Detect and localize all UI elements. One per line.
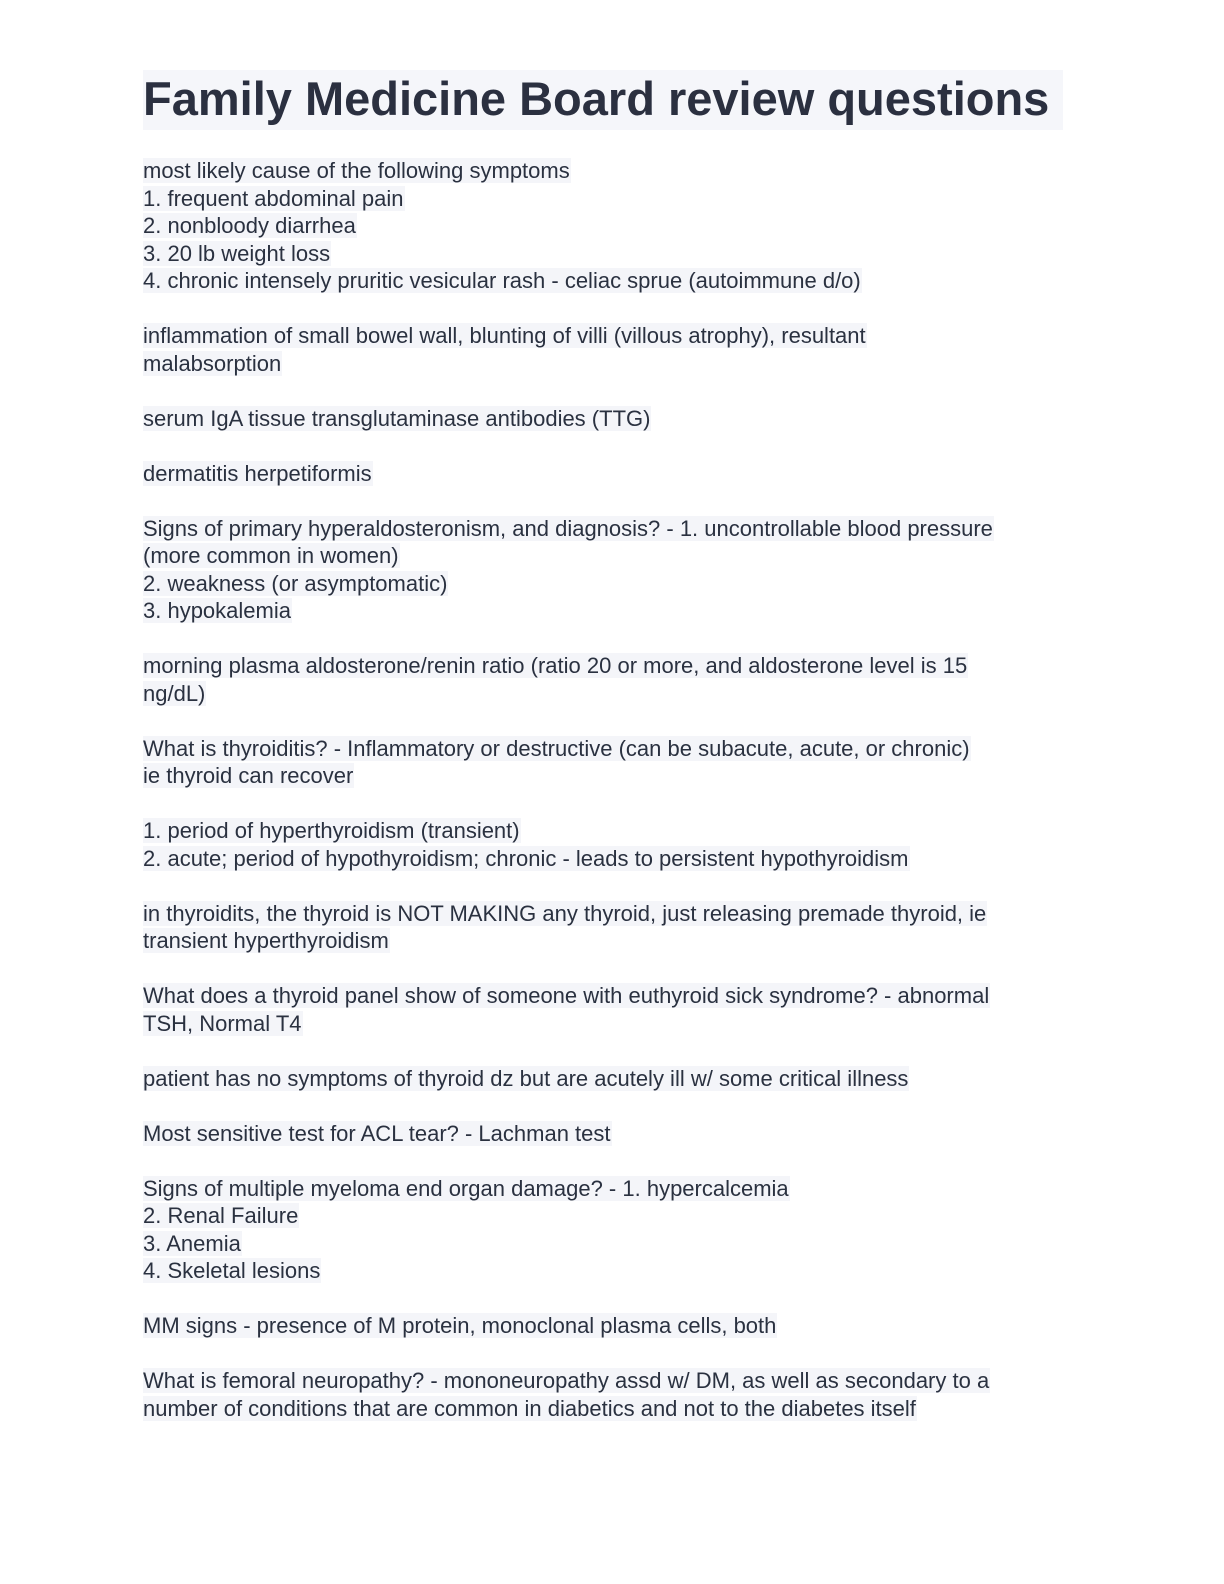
text-line-content: 3. Anemia [143,1230,241,1256]
text-line-content: 4. Skeletal lesions [143,1258,321,1283]
text-line-content: ng/dL) [143,680,206,706]
text-block [143,1312,1083,1340]
text-block [143,1175,1083,1285]
text-line [143,267,1083,295]
text-line [143,762,1083,790]
text-block [143,515,1083,625]
text-line [143,1367,1083,1395]
text-line [143,680,1083,708]
text-line [143,982,1083,1010]
text-line-content: 2. nonbloody diarrhea [143,213,356,238]
text-line-content: 2. Renal Failure [143,1203,299,1228]
text-line-content: TSH, Normal T4 [143,1010,302,1036]
text-line [143,1120,1083,1148]
text-line [143,350,1083,378]
document-page [143,70,1083,1450]
text-block [143,460,1083,488]
text-line-content: most likely cause of the following symptoms [143,158,570,183]
text-line [143,1175,1083,1203]
text-line-content: What does a thyroid panel show of someone with euthyroid sick syndrome? - abnormal [143,983,990,1008]
text-line-content: MM signs - presence of M protein, monoclonal plasma cells, both [143,1313,777,1338]
text-line [143,735,1083,763]
text-line [143,597,1083,625]
text-line [143,1395,1083,1423]
text-line-content: 3. hypokalemia [143,598,291,623]
text-line-content: in thyroidits, the thyroid is NOT MAKING any thyroid, just releasing premade thyroid, ie [143,900,987,926]
text-line [143,927,1083,955]
text-block [143,322,1083,377]
text-block [143,817,1083,872]
text-line-content: (more common in women) [143,543,399,568]
text-line-content: inflammation of small bowel wall, blunting of villi (villous atrophy), resultant [143,323,866,348]
text-line [143,322,1083,350]
text-line-content: 1. period of hyperthyroidism (transient) [143,818,520,843]
text-line-content: What is thyroiditis? - Inflammatory or destructive (can be subacute, acute, or chronic) [143,735,970,761]
text-line [143,185,1083,213]
text-line [143,817,1083,845]
document-title: Family Medicine Board review questions [143,70,1063,130]
text-line-content: number of conditions that are common in diabetics and not to the diabetes itself [143,1395,916,1421]
text-line [143,405,1083,433]
text-line [143,240,1083,268]
text-line [143,542,1083,570]
text-line-content: ie thyroid can recover [143,763,354,788]
text-line [143,212,1083,240]
text-block [143,900,1083,955]
text-line-content: 4. chronic intensely pruritic vesicular rash - celiac sprue (autoimmune d/o) [143,268,861,293]
text-line [143,845,1083,873]
text-line-content: malabsorption [143,350,282,376]
text-line [143,157,1083,185]
text-line [143,1065,1083,1093]
text-line [143,1257,1083,1285]
text-line [143,900,1083,928]
text-line [143,1202,1083,1230]
text-line [143,1010,1083,1038]
text-line-content: 1. frequent abdominal pain [143,185,404,211]
text-line-content: morning plasma aldosterone/renin ratio (ratio 20 or more, and aldosterone level is 15 [143,653,968,678]
text-line-content: serum IgA tissue transglutaminase antibodies (TTG) [143,405,651,431]
text-block [143,735,1083,790]
text-line [143,1230,1083,1258]
text-line-content: Signs of multiple myeloma end organ damage? - 1. hypercalcemia [143,1175,789,1201]
text-line-content: 2. weakness (or asymptomatic) [143,570,448,596]
text-line-content: transient hyperthyroidism [143,928,389,953]
text-line-content: 3. 20 lb weight loss [143,240,331,266]
text-line [143,1312,1083,1340]
document-body [143,157,1083,1422]
text-block [143,982,1083,1037]
text-line-content: patient has no symptoms of thyroid dz but are acutely ill w/ some critical illness [143,1065,909,1091]
text-block [143,652,1083,707]
text-line-content: What is femoral neuropathy? - mononeuropathy assd w/ DM, as well as secondary to a [143,1368,990,1393]
text-line-content: Most sensitive test for ACL tear? - Lachman test [143,1120,611,1146]
text-block [143,157,1083,295]
text-line-content: 2. acute; period of hypothyroidism; chronic - leads to persistent hypothyroidism [143,845,909,871]
text-block [143,1065,1083,1093]
text-block [143,1120,1083,1148]
text-block [143,1367,1083,1422]
text-line [143,460,1083,488]
text-line [143,652,1083,680]
text-line-content: dermatitis herpetiformis [143,460,372,486]
text-line-content: Signs of primary hyperaldosteronism, and diagnosis? - 1. uncontrollable blood pressure [143,515,993,541]
text-line [143,515,1083,543]
text-block [143,405,1083,433]
text-line [143,570,1083,598]
